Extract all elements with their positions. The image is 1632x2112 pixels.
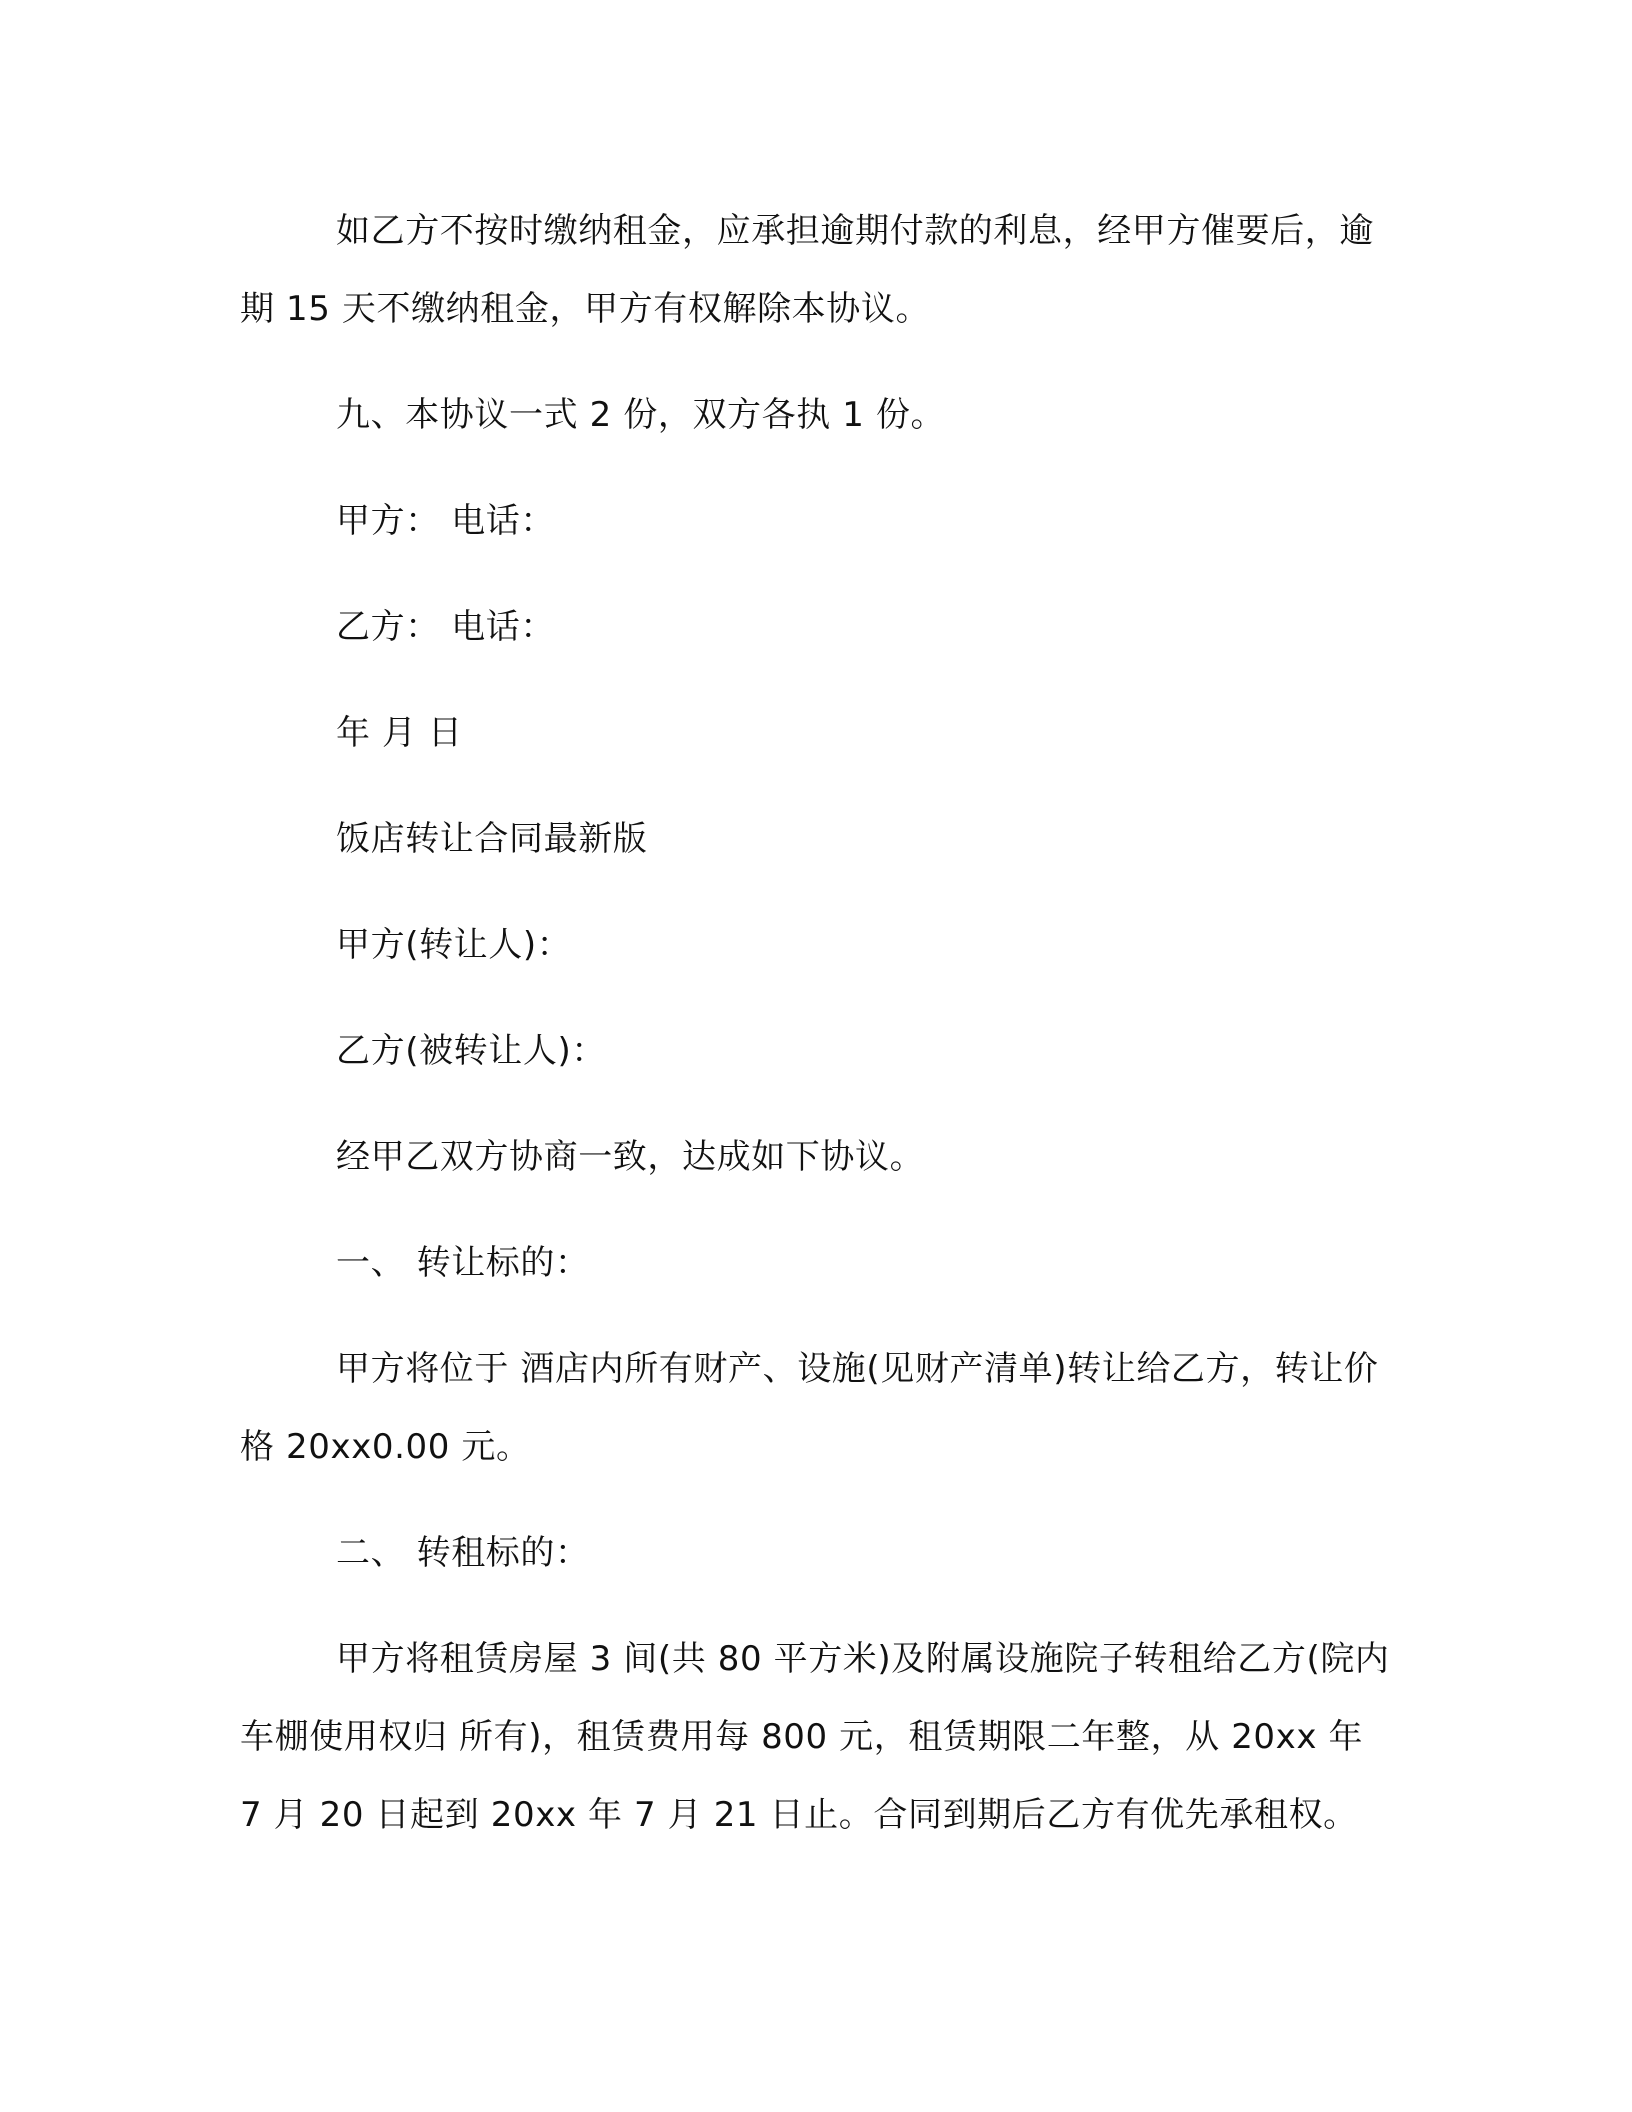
paragraph-clause-nine: 九、本协议一式 2 份，双方各执 1 份。 (336, 395, 946, 435)
paragraph-party-b-phone: 乙方： 电话： (336, 607, 556, 647)
paragraph-sublease-terms: 甲方将租赁房屋 3 间(共 80 平方米)及附属设施院子转租给乙方(院内车棚使用权归 所有)，租赁费用每 800 元，租赁期限二年整，从 20xx 年 7 月 20 日起到 20xx 年 7 月 21 日止。合同到期后乙方有优先承租权。 (240, 1639, 1390, 1835)
heading-sublease-subject: 二、 转租标的： (336, 1533, 590, 1573)
heading-transfer-subject: 一、 转让标的： (336, 1243, 590, 1283)
paragraph-transfer-price: 甲方将位于 酒店内所有财产、设施(见财产清单)转让给乙方，转让价格 20xx0.00 元。 (240, 1349, 1379, 1467)
document-title: 饭店转让合同最新版 (336, 819, 648, 859)
paragraph-agreement-intro: 经甲乙双方协商一致，达成如下协议。 (336, 1137, 925, 1177)
paragraph-transferee: 乙方(被转让人)： (336, 1031, 606, 1071)
paragraph-transferor: 甲方(转让人)： (336, 925, 572, 965)
paragraph-party-a-phone: 甲方： 电话： (336, 501, 556, 541)
paragraph-overdue-rent: 如乙方不按时缴纳租金，应承担逾期付款的利息，经甲方催要后，逾期 15 天不缴纳租金，甲方有权解除本协议。 (240, 211, 1374, 329)
paragraph-date: 年 月 日 (336, 713, 463, 753)
document-body (240, 192, 1390, 1882)
